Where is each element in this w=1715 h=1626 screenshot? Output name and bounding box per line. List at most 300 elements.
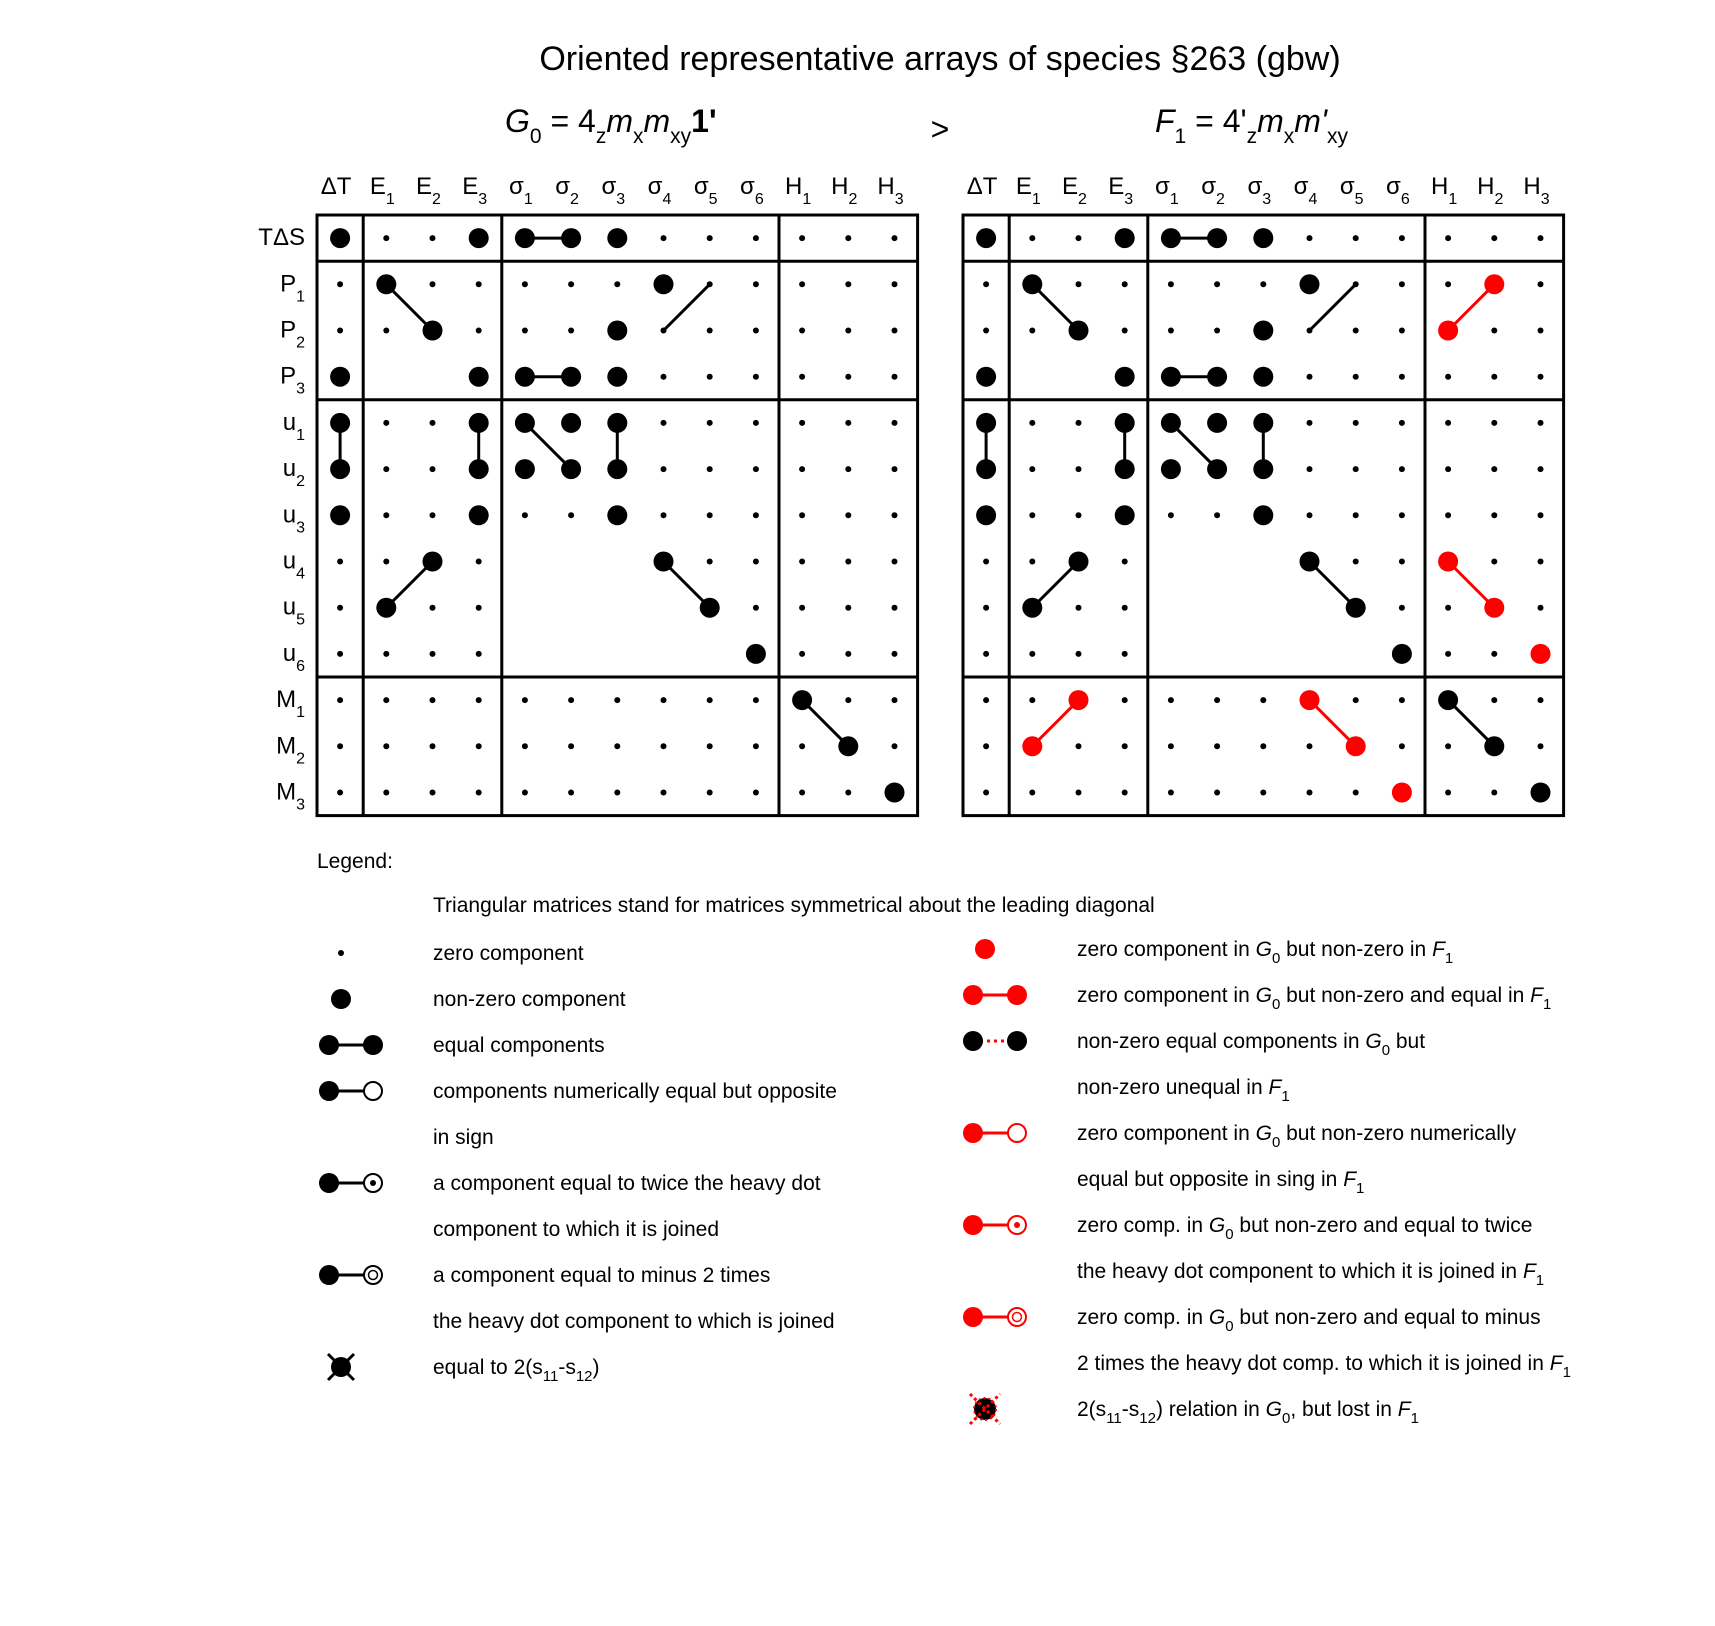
zero-component-dot bbox=[753, 790, 759, 796]
zero-component-dot bbox=[845, 235, 851, 241]
zero-component-dot bbox=[799, 281, 805, 287]
zero-component-dot bbox=[1445, 374, 1451, 380]
row-label: $u_6$ bbox=[282, 639, 305, 675]
column-label: $\sigma_1$ bbox=[509, 173, 533, 208]
zero-component-dot bbox=[845, 605, 851, 611]
zero-component-dot bbox=[753, 605, 759, 611]
zero-component-dot bbox=[1214, 697, 1220, 703]
zero-component-dot bbox=[1399, 605, 1405, 611]
zero-component-dot bbox=[383, 743, 389, 749]
nonzero-component-dot bbox=[1253, 413, 1273, 433]
zero-component-dot bbox=[707, 559, 713, 565]
zero-component-dot bbox=[476, 281, 482, 287]
zero-component-dot bbox=[753, 743, 759, 749]
zero-component-dot bbox=[430, 281, 436, 287]
zero-component-dot bbox=[799, 512, 805, 518]
zero-component-dot bbox=[1260, 743, 1266, 749]
zero-component-dot bbox=[383, 697, 389, 703]
legend-item-right bbox=[963, 1030, 1425, 1105]
zero-component-dot bbox=[337, 328, 343, 334]
nonzero-component-dot bbox=[423, 552, 443, 572]
column-label: ΔT bbox=[966, 173, 998, 200]
nonzero-component-dot bbox=[1161, 459, 1181, 479]
zero-component-dot bbox=[1491, 235, 1497, 241]
zero-component-dot bbox=[1307, 790, 1313, 796]
nonzero-component-dot bbox=[607, 228, 627, 248]
zero-component-dot bbox=[1538, 420, 1544, 426]
legend-item-text: components numerically equal but opposite bbox=[433, 1080, 837, 1103]
legend-item-text: equal components bbox=[433, 1034, 605, 1057]
zero-component-dot bbox=[983, 328, 989, 334]
column-label: $E_1$ bbox=[369, 173, 395, 208]
zero-component-dot bbox=[1491, 697, 1497, 703]
zero-component-dot bbox=[1122, 790, 1128, 796]
zero-component-dot bbox=[337, 651, 343, 657]
legend-item-text: non-zero component bbox=[433, 988, 626, 1011]
zero-component-dot bbox=[476, 651, 482, 657]
zero-component-dot bbox=[1122, 281, 1128, 287]
red-component-dot bbox=[1484, 274, 1504, 294]
red-component-dot bbox=[1300, 690, 1320, 710]
zero-component-dot bbox=[753, 420, 759, 426]
zero-component-dot bbox=[337, 697, 343, 703]
zero-component-dot bbox=[1076, 651, 1082, 657]
zero-component-dot bbox=[892, 281, 898, 287]
zero-component-dot bbox=[892, 512, 898, 518]
legend-item-right bbox=[963, 984, 1551, 1013]
nonzero-component-dot bbox=[976, 505, 996, 525]
nonzero-component-dot bbox=[1069, 321, 1089, 341]
legend-item-text: non-zero equal components in $G_0$ but bbox=[1077, 1030, 1426, 1059]
zero-component-dot bbox=[892, 420, 898, 426]
row-label: $P_1$ bbox=[280, 270, 305, 306]
zero-component-dot bbox=[568, 328, 574, 334]
zero-component-dot bbox=[1491, 790, 1497, 796]
nonzero-component-dot bbox=[1069, 552, 1089, 572]
nonzero-component-dot bbox=[607, 459, 627, 479]
zero-component-dot bbox=[337, 605, 343, 611]
column-label: $H_3$ bbox=[1523, 173, 1550, 208]
zero-component-dot bbox=[1491, 559, 1497, 565]
column-label: $\sigma_3$ bbox=[601, 173, 626, 208]
zero-component-dot bbox=[1076, 466, 1082, 472]
legend-item-text: non-zero unequal in $F_1$ bbox=[1077, 1076, 1290, 1105]
legend-item-right bbox=[970, 1394, 1419, 1427]
nonzero-component-dot bbox=[1207, 459, 1227, 479]
zero-component-dot bbox=[1029, 559, 1035, 565]
column-label: $E_1$ bbox=[1015, 173, 1041, 208]
nonzero-component-dot bbox=[607, 505, 627, 525]
row-label: $M_3$ bbox=[276, 778, 305, 814]
column-label: $H_1$ bbox=[1430, 173, 1458, 208]
matrix-f1 bbox=[963, 173, 1564, 816]
row-label: TΔS bbox=[258, 224, 305, 252]
zero-component-dot bbox=[337, 281, 343, 287]
zero-component-dot bbox=[430, 605, 436, 611]
zero-component-dot bbox=[707, 466, 713, 472]
nonzero-component-dot bbox=[700, 598, 720, 618]
legend-item-text: equal to $2(s_{11}-s_{12})$ bbox=[433, 1356, 600, 1385]
matrix-g0 bbox=[258, 173, 917, 816]
nonzero-component-dot bbox=[330, 413, 350, 433]
zero-component-dot bbox=[430, 420, 436, 426]
zero-component-dot bbox=[845, 328, 851, 334]
zero-component-dot bbox=[753, 697, 759, 703]
zero-component-dot bbox=[1076, 281, 1082, 287]
group-formula-g0: $G_0 = 4_zm_xm_{xy}1'$ bbox=[505, 103, 717, 148]
nonzero-component-dot bbox=[1484, 736, 1504, 756]
zero-component-dot bbox=[845, 559, 851, 565]
nonzero-component-dot bbox=[976, 459, 996, 479]
row-label: $u_2$ bbox=[282, 455, 305, 491]
zero-component-dot bbox=[1168, 512, 1174, 518]
zero-component-dot bbox=[753, 374, 759, 380]
zero-component-dot bbox=[522, 512, 528, 518]
column-label: $\sigma_5$ bbox=[693, 173, 718, 208]
nonzero-component-dot bbox=[1161, 413, 1181, 433]
zero-component-dot bbox=[1168, 328, 1174, 334]
zero-component-dot bbox=[661, 697, 667, 703]
zero-component-dot bbox=[614, 790, 620, 796]
nonzero-component-dot bbox=[1346, 598, 1366, 618]
zero-component-dot bbox=[1076, 605, 1082, 611]
zero-component-dot bbox=[1029, 235, 1035, 241]
nonzero-component-dot bbox=[1207, 413, 1227, 433]
zero-component-dot bbox=[1491, 512, 1497, 518]
zero-component-dot bbox=[568, 743, 574, 749]
zero-component-dot bbox=[799, 235, 805, 241]
zero-component-dot bbox=[1399, 559, 1405, 565]
zero-component-dot bbox=[1029, 328, 1035, 334]
nonzero-component-dot bbox=[1022, 598, 1042, 618]
zero-component-dot bbox=[1399, 743, 1405, 749]
legend-symbol-red-pair-dotted-ring bbox=[963, 1215, 1026, 1235]
nonzero-component-dot bbox=[515, 228, 535, 248]
nonzero-component-dot bbox=[1115, 459, 1135, 479]
zero-component-dot bbox=[1029, 790, 1035, 796]
nonzero-component-dot bbox=[1022, 274, 1042, 294]
zero-component-dot bbox=[892, 743, 898, 749]
zero-component-dot bbox=[1307, 420, 1313, 426]
zero-component-dot bbox=[1399, 281, 1405, 287]
zero-component-dot bbox=[1353, 466, 1359, 472]
zero-component-dot bbox=[614, 743, 620, 749]
zero-component-dot bbox=[383, 235, 389, 241]
legend-symbol-pair-dotted-ring bbox=[319, 1173, 382, 1193]
zero-component-dot bbox=[1538, 235, 1544, 241]
legend-item-text: zero comp. in $G_0$ but non-zero and equal to minus bbox=[1077, 1306, 1541, 1335]
zero-component-dot bbox=[1122, 651, 1128, 657]
nonzero-component-dot bbox=[607, 367, 627, 387]
zero-component-dot bbox=[476, 559, 482, 565]
nonzero-component-dot bbox=[515, 413, 535, 433]
zero-component-dot bbox=[983, 790, 989, 796]
nonzero-component-dot bbox=[1438, 690, 1458, 710]
zero-component-dot bbox=[476, 790, 482, 796]
zero-component-dot bbox=[661, 235, 667, 241]
zero-component-dot bbox=[430, 697, 436, 703]
column-label: $\sigma_1$ bbox=[1155, 173, 1179, 208]
zero-component-dot bbox=[1307, 328, 1313, 334]
legend-note: Triangular matrices stand for matrices symmetrical about the leading diagonal bbox=[433, 894, 1155, 917]
zero-component-dot bbox=[753, 466, 759, 472]
zero-component-dot bbox=[1029, 466, 1035, 472]
zero-component-dot bbox=[1076, 420, 1082, 426]
legend-item-left bbox=[338, 942, 584, 965]
nonzero-component-dot bbox=[838, 736, 858, 756]
zero-component-dot bbox=[383, 790, 389, 796]
legend-item-text: component to which it is joined bbox=[433, 1218, 719, 1241]
legend-symbol-red-pair-double-ring bbox=[963, 1307, 1026, 1327]
zero-component-dot bbox=[1538, 374, 1544, 380]
zero-component-dot bbox=[1353, 790, 1359, 796]
zero-component-dot bbox=[845, 374, 851, 380]
column-label: ΔT bbox=[320, 173, 352, 200]
zero-component-dot bbox=[661, 466, 667, 472]
zero-component-dot bbox=[707, 697, 713, 703]
zero-component-dot bbox=[799, 790, 805, 796]
zero-component-dot bbox=[383, 420, 389, 426]
zero-component-dot bbox=[1353, 374, 1359, 380]
nonzero-component-dot bbox=[1161, 367, 1181, 387]
nonzero-component-dot bbox=[654, 274, 674, 294]
nonzero-component-dot bbox=[330, 367, 350, 387]
column-label: $H_2$ bbox=[1477, 173, 1504, 208]
zero-component-dot bbox=[1538, 512, 1544, 518]
nonzero-component-dot bbox=[1253, 367, 1273, 387]
legend-item-right bbox=[963, 1306, 1571, 1381]
nonzero-component-dot bbox=[515, 459, 535, 479]
zero-component-dot bbox=[707, 235, 713, 241]
nonzero-component-dot bbox=[469, 459, 489, 479]
zero-component-dot bbox=[1260, 790, 1266, 796]
column-label: $E_3$ bbox=[1108, 173, 1134, 208]
zero-component-dot bbox=[430, 512, 436, 518]
zero-component-dot bbox=[1076, 235, 1082, 241]
zero-component-dot bbox=[892, 466, 898, 472]
zero-component-dot bbox=[1445, 605, 1451, 611]
red-component-dot bbox=[1438, 552, 1458, 572]
matrices bbox=[258, 173, 1563, 816]
zero-component-dot bbox=[1353, 559, 1359, 565]
zero-component-dot bbox=[1029, 420, 1035, 426]
column-label: $\sigma_5$ bbox=[1339, 173, 1364, 208]
zero-component-dot bbox=[983, 605, 989, 611]
zero-component-dot bbox=[799, 466, 805, 472]
zero-component-dot bbox=[1214, 512, 1220, 518]
legend-symbol-red-dot bbox=[975, 939, 995, 959]
zero-component-dot bbox=[1260, 281, 1266, 287]
zero-component-dot bbox=[1399, 420, 1405, 426]
zero-component-dot bbox=[1445, 790, 1451, 796]
zero-component-dot bbox=[1399, 697, 1405, 703]
zero-component-dot bbox=[1307, 235, 1313, 241]
zero-component-dot bbox=[892, 374, 898, 380]
zero-component-dot bbox=[1538, 743, 1544, 749]
red-component-dot bbox=[1022, 736, 1042, 756]
zero-component-dot bbox=[568, 281, 574, 287]
zero-component-dot bbox=[845, 420, 851, 426]
nonzero-component-dot bbox=[561, 459, 581, 479]
zero-component-dot bbox=[476, 328, 482, 334]
legend-item-text: the heavy dot component to which is joined bbox=[433, 1310, 835, 1333]
legend-symbol-red-cross-dot bbox=[970, 1394, 1000, 1424]
legend-item-right bbox=[963, 1214, 1544, 1289]
zero-component-dot bbox=[1491, 374, 1497, 380]
zero-component-dot bbox=[753, 328, 759, 334]
nonzero-component-dot bbox=[976, 413, 996, 433]
nonzero-component-dot bbox=[885, 783, 905, 803]
zero-component-dot bbox=[1307, 743, 1313, 749]
zero-component-dot bbox=[892, 559, 898, 565]
legend-item-text: equal but opposite in sing in $F_1$ bbox=[1077, 1168, 1365, 1197]
zero-component-dot bbox=[476, 697, 482, 703]
column-label: $H_3$ bbox=[877, 173, 904, 208]
nonzero-component-dot bbox=[607, 321, 627, 341]
zero-component-dot bbox=[614, 281, 620, 287]
zero-component-dot bbox=[753, 559, 759, 565]
zero-component-dot bbox=[661, 790, 667, 796]
zero-component-dot bbox=[522, 281, 528, 287]
legend-item-right bbox=[963, 1122, 1517, 1197]
column-label: $E_2$ bbox=[1062, 173, 1087, 208]
nonzero-component-dot bbox=[1300, 552, 1320, 572]
nonzero-component-dot bbox=[1253, 228, 1273, 248]
nonzero-component-dot bbox=[376, 598, 396, 618]
row-label: $P_3$ bbox=[280, 362, 305, 398]
column-label: $\sigma_3$ bbox=[1247, 173, 1272, 208]
zero-component-dot bbox=[383, 466, 389, 472]
zero-component-dot bbox=[845, 697, 851, 703]
zero-component-dot bbox=[383, 328, 389, 334]
legend-item-left bbox=[319, 1080, 837, 1149]
zero-component-dot bbox=[430, 790, 436, 796]
zero-component-dot bbox=[1214, 328, 1220, 334]
nonzero-component-dot bbox=[1115, 228, 1135, 248]
legend-symbol-cross-dot bbox=[328, 1354, 354, 1380]
column-label: $\sigma_2$ bbox=[1201, 173, 1225, 208]
zero-component-dot bbox=[1491, 466, 1497, 472]
column-label: $\sigma_6$ bbox=[740, 173, 764, 208]
column-label: $\sigma_2$ bbox=[555, 173, 579, 208]
zero-component-dot bbox=[1491, 651, 1497, 657]
zero-component-dot bbox=[753, 512, 759, 518]
column-label: $\sigma_6$ bbox=[1386, 173, 1410, 208]
zero-component-dot bbox=[983, 743, 989, 749]
zero-component-dot bbox=[1029, 512, 1035, 518]
legend-item-text: a component equal to minus 2 times bbox=[433, 1264, 771, 1287]
zero-component-dot bbox=[707, 743, 713, 749]
zero-component-dot bbox=[845, 512, 851, 518]
zero-component-dot bbox=[1491, 420, 1497, 426]
zero-component-dot bbox=[799, 605, 805, 611]
red-component-dot bbox=[1069, 690, 1089, 710]
nonzero-component-dot bbox=[1392, 644, 1412, 664]
zero-component-dot bbox=[383, 651, 389, 657]
legend-symbol-dotted-pair bbox=[963, 1031, 1027, 1051]
legend-item-left bbox=[328, 1354, 600, 1385]
zero-component-dot bbox=[1260, 697, 1266, 703]
zero-component-dot bbox=[661, 420, 667, 426]
zero-component-dot bbox=[1399, 374, 1405, 380]
legend-item-left bbox=[319, 1172, 821, 1241]
row-label: $M_2$ bbox=[276, 732, 305, 768]
nonzero-component-dot bbox=[330, 505, 350, 525]
legend-item-text: zero component in $G_0$ but non-zero and equal in $F_1$ bbox=[1077, 984, 1552, 1013]
legend-symbol-pair-open bbox=[319, 1081, 382, 1101]
red-component-dot bbox=[1484, 598, 1504, 618]
zero-component-dot bbox=[892, 235, 898, 241]
zero-component-dot bbox=[1399, 235, 1405, 241]
nonzero-component-dot bbox=[1115, 367, 1135, 387]
nonzero-component-dot bbox=[654, 552, 674, 572]
zero-component-dot bbox=[799, 651, 805, 657]
zero-component-dot bbox=[522, 743, 528, 749]
zero-component-dot bbox=[1122, 743, 1128, 749]
zero-component-dot bbox=[337, 743, 343, 749]
zero-component-dot bbox=[661, 328, 667, 334]
zero-component-dot bbox=[1445, 743, 1451, 749]
zero-component-dot bbox=[1214, 743, 1220, 749]
zero-component-dot bbox=[1538, 559, 1544, 565]
nonzero-component-dot bbox=[1300, 274, 1320, 294]
column-label: $\sigma_4$ bbox=[1293, 173, 1318, 208]
nonzero-component-dot bbox=[1253, 505, 1273, 525]
legend-item-text: $2(s_{11}-s_{12})$ relation in $G_0$, but lost in $F_1$ bbox=[1077, 1398, 1419, 1427]
zero-component-dot bbox=[1445, 651, 1451, 657]
nonzero-component-dot bbox=[515, 367, 535, 387]
zero-component-dot bbox=[1076, 743, 1082, 749]
column-label: $H_1$ bbox=[784, 173, 812, 208]
zero-component-dot bbox=[1122, 697, 1128, 703]
legend-item-right bbox=[975, 938, 1453, 967]
zero-component-dot bbox=[799, 328, 805, 334]
zero-component-dot bbox=[983, 697, 989, 703]
nonzero-component-dot bbox=[469, 367, 489, 387]
nonzero-component-dot bbox=[607, 413, 627, 433]
zero-component-dot bbox=[1445, 466, 1451, 472]
legend-item-text: zero component in $G_0$ but non-zero numerically bbox=[1077, 1122, 1517, 1151]
zero-component-dot bbox=[476, 743, 482, 749]
zero-component-dot bbox=[707, 374, 713, 380]
zero-component-dot bbox=[1445, 420, 1451, 426]
zero-component-dot bbox=[1307, 512, 1313, 518]
zero-component-dot bbox=[430, 743, 436, 749]
zero-component-dot bbox=[707, 328, 713, 334]
row-label: $M_1$ bbox=[276, 686, 305, 722]
row-label: $P_2$ bbox=[280, 316, 305, 352]
zero-component-dot bbox=[1353, 697, 1359, 703]
nonzero-component-dot bbox=[330, 228, 350, 248]
zero-component-dot bbox=[753, 235, 759, 241]
zero-component-dot bbox=[845, 651, 851, 657]
zero-component-dot bbox=[1214, 281, 1220, 287]
zero-component-dot bbox=[845, 281, 851, 287]
zero-component-dot bbox=[1399, 466, 1405, 472]
nonzero-component-dot bbox=[561, 228, 581, 248]
row-label: $u_5$ bbox=[282, 593, 305, 629]
zero-component-dot bbox=[983, 281, 989, 287]
nonzero-component-dot bbox=[976, 367, 996, 387]
nonzero-component-dot bbox=[561, 367, 581, 387]
legend-item-text: the heavy dot component to which it is joined in $F_1$ bbox=[1077, 1260, 1545, 1289]
zero-component-dot bbox=[430, 466, 436, 472]
nonzero-component-dot bbox=[469, 228, 489, 248]
zero-component-dot bbox=[661, 743, 667, 749]
zero-component-dot bbox=[568, 697, 574, 703]
nonzero-component-dot bbox=[1115, 505, 1135, 525]
zero-component-dot bbox=[707, 512, 713, 518]
